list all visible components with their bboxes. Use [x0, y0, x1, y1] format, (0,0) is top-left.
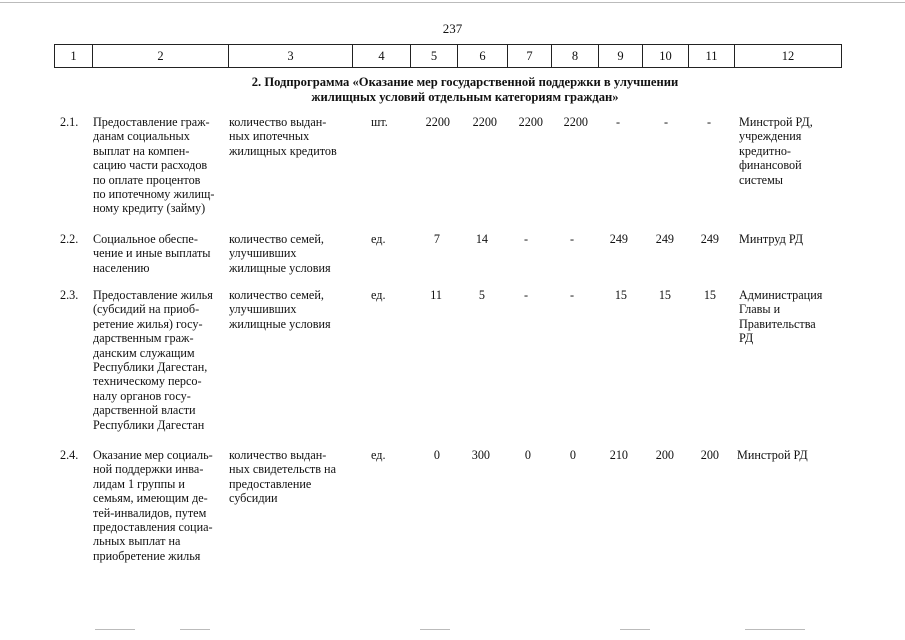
text-line: Социальное обеспе- [93, 232, 198, 246]
executor-text [739, 115, 839, 187]
column-header: 12 [781, 49, 795, 63]
text-line: финансовой [739, 158, 802, 173]
measure-text [93, 448, 224, 563]
scan-mark [745, 629, 805, 630]
column-header: 3 [229, 45, 353, 67]
text-line: по ипотечному жилищ- [93, 187, 215, 202]
executor-text [739, 232, 839, 246]
text-line: сацию части расходов [93, 158, 208, 173]
text-line: (субсидий на приоб- [93, 302, 200, 317]
value-cell: 0 [433, 448, 440, 462]
unit: ед. [371, 448, 386, 462]
section-title-line: жилищных условий отдельным категориям граждан» [311, 89, 619, 104]
text-line: предоставление [229, 476, 312, 491]
page-number: 237 [442, 21, 463, 36]
value-cell: 15 [614, 288, 627, 302]
text-line: жилищных кредитов [229, 143, 337, 158]
value-cell: 200 [655, 448, 674, 462]
value-cell: 210 [609, 448, 628, 462]
scan-mark [420, 629, 450, 630]
text-line: ных свидетельств на [229, 462, 336, 477]
indicator-text [229, 232, 348, 275]
value-cell: 11 [430, 288, 442, 302]
text-line: улучшивших [229, 246, 297, 261]
indicator-text [229, 448, 348, 506]
value-cell: 2200 [472, 115, 497, 129]
text-line: субсидии [229, 491, 278, 506]
value-cell: 2200 [563, 115, 588, 129]
text-line: выплат на компен- [93, 143, 190, 158]
value-cell: - [706, 115, 712, 129]
value-cell: 300 [471, 448, 490, 462]
indicator-text [229, 115, 348, 158]
text-line: кредитно- [739, 143, 791, 158]
section-title [200, 75, 730, 104]
value-cell: 15 [703, 288, 716, 302]
unit: ед. [371, 232, 386, 246]
row-number: 2.4. [60, 448, 79, 462]
scan-mark [95, 629, 135, 630]
value-cell: 0 [524, 448, 531, 462]
text-line: ретение жилья) госу- [93, 316, 203, 331]
text-line: лидам 1 группы и [93, 476, 185, 491]
text-line: чение и иные выплаты [93, 246, 211, 261]
section-title-line: 2. Подпрограмма «Оказание мер государственной поддержки в улучшении [251, 75, 679, 89]
column-header: 1 [55, 45, 93, 67]
value-cell: 15 [658, 288, 671, 302]
text-line: дарственной власти [93, 403, 196, 418]
unit: ед. [371, 288, 386, 302]
text-line: дарственным граж- [93, 331, 194, 346]
column-header: 10 [643, 45, 689, 67]
text-line: Администрация [739, 288, 823, 302]
column-header: 2 [93, 45, 229, 67]
unit: шт. [371, 115, 388, 129]
value-cell: 5 [478, 288, 485, 302]
text-line: системы [739, 172, 783, 187]
text-line: Главы и [739, 302, 781, 317]
text-line: улучшивших [229, 302, 297, 317]
text-line: по оплате процентов [93, 172, 201, 187]
text-line: льных выплат на [93, 534, 181, 549]
text-line: семьям, имеющим де- [93, 491, 208, 506]
column-header: 7 [508, 45, 552, 67]
value-cell: - [569, 288, 575, 302]
measure-text [93, 232, 224, 275]
text-line: тей-инвалидов, путем [93, 505, 207, 520]
row-number: 2.1. [60, 115, 79, 129]
text-line: ных ипотечных [229, 129, 310, 144]
value-cell: - [615, 115, 621, 129]
value-cell: - [663, 115, 669, 129]
text-line: предоставления социа- [93, 520, 213, 535]
text-line: жилищные условия [229, 316, 331, 331]
text-line: данским служащим [93, 345, 195, 360]
executor-text [737, 448, 837, 462]
scan-top-edge [0, 2, 905, 3]
value-cell: 2200 [518, 115, 543, 129]
text-line: Оказание мер социаль- [93, 448, 213, 462]
text-line: количество выдан- [229, 448, 327, 462]
scan-mark [620, 629, 650, 630]
scan-mark [180, 629, 210, 630]
text-line: жилищные условия [229, 260, 331, 275]
text-line: Минстрой РД, [739, 115, 813, 129]
column-number-row [54, 44, 842, 68]
value-cell: 14 [475, 232, 488, 246]
value-cell: 2200 [425, 115, 450, 129]
row-number: 2.2. [60, 232, 79, 246]
value-cell: 7 [433, 232, 440, 246]
value-cell: 249 [655, 232, 674, 246]
value-cell: 0 [569, 448, 576, 462]
text-line: Предоставление граж- [93, 115, 210, 129]
text-line: Республики Дагестан [93, 417, 205, 432]
text-line: налу органов госу- [93, 388, 191, 403]
column-header: 6 [458, 45, 508, 67]
text-line: Минстрой РД [737, 448, 808, 462]
value-cell: 249 [700, 232, 719, 246]
text-line: учреждения [739, 129, 802, 144]
text-line: ному кредиту (займу) [93, 201, 206, 216]
text-line: Минтруд РД [739, 232, 804, 246]
column-header: 9 [599, 45, 643, 67]
text-line: количество выдан- [229, 115, 327, 129]
text-line: техническому персо- [93, 374, 202, 389]
text-line: приобретение жилья [93, 548, 201, 563]
executor-text [739, 288, 839, 346]
column-header: 4 [353, 45, 411, 67]
text-line: данам социальных [93, 129, 190, 144]
text-line: количество семей, [229, 232, 324, 246]
value-cell: - [523, 232, 529, 246]
value-cell: - [523, 288, 529, 302]
text-line: Республики Дагестан, [93, 360, 208, 375]
row-number: 2.3. [60, 288, 79, 302]
column-header: 5 [411, 45, 458, 67]
measure-text [93, 288, 224, 432]
text-line: Предоставление жилья [93, 288, 213, 302]
measure-text [93, 115, 224, 216]
value-cell: 249 [609, 232, 628, 246]
indicator-text [229, 288, 348, 331]
column-header: 8 [552, 45, 599, 67]
text-line: ной поддержки инва- [93, 462, 204, 477]
value-cell: - [569, 232, 575, 246]
text-line: населению [93, 260, 150, 275]
column-header: 11 [689, 45, 735, 67]
text-line: Правительства [739, 316, 816, 331]
text-line: количество семей, [229, 288, 324, 302]
text-line: РД [739, 331, 754, 346]
value-cell: 200 [700, 448, 719, 462]
